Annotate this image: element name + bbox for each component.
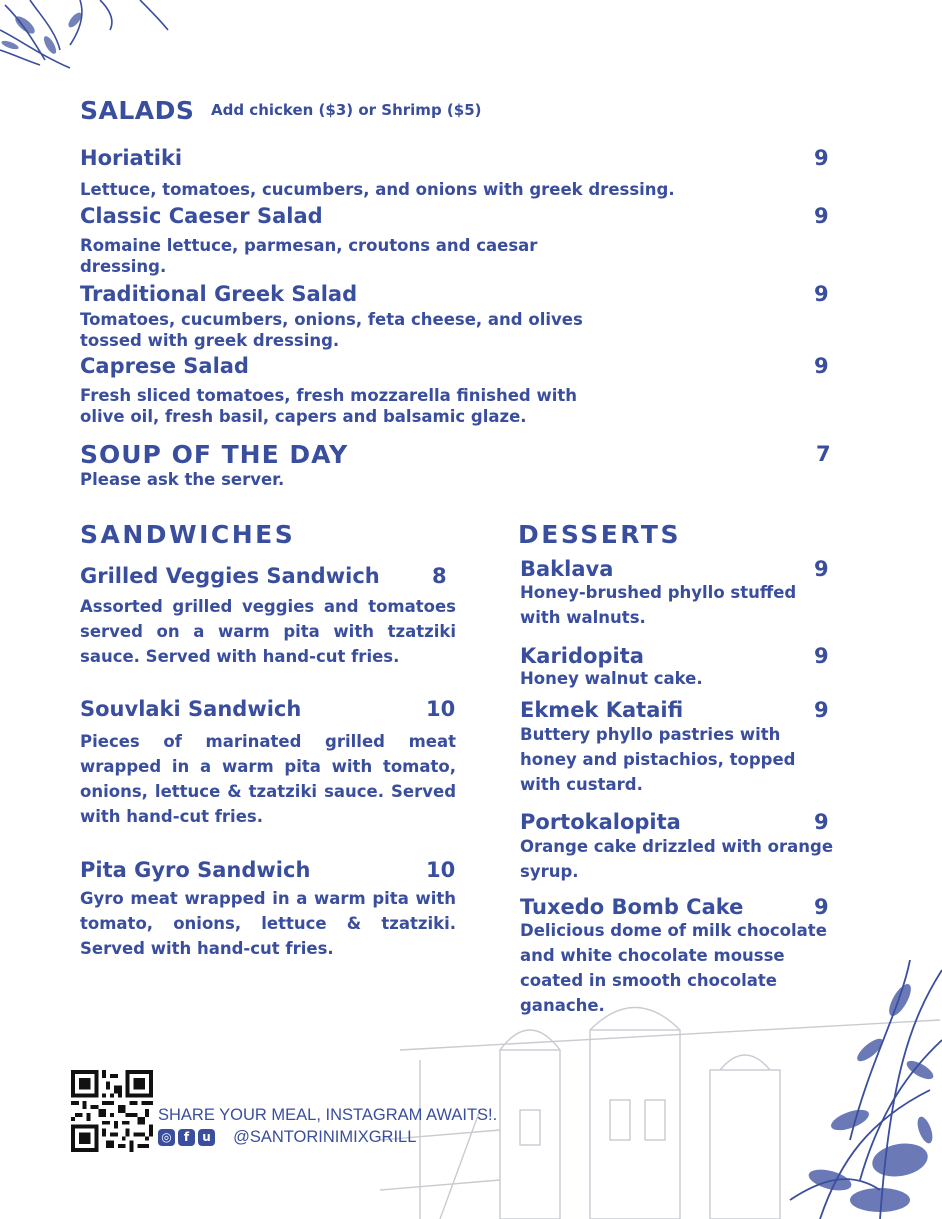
menu-item-description: Assorted grilled veggies and tomatoes served on a warm pita with tzatziki sauce. Served with hand-cut fries. — [80, 597, 456, 666]
soup-price: 7 — [816, 442, 831, 466]
menu-item-description: Romaine lettuce, parmesan, croutons and caesar dressing. — [80, 236, 538, 276]
menu-item-name: Portokalopita — [520, 810, 681, 834]
desserts-heading: DESSERTS — [518, 520, 681, 549]
menu-item-name: Karidopita — [520, 644, 644, 668]
salads-addon-note: Add chicken ($3) or Shrimp ($5) — [211, 101, 482, 119]
salads-heading: SALADS — [80, 96, 195, 125]
share-caption: SHARE YOUR MEAL, INSTAGRAM AWAITS!. — [158, 1106, 498, 1124]
menu-item-name: Horiatiki — [80, 146, 183, 170]
menu-item-price: 9 — [814, 204, 829, 228]
menu-item-name: Baklava — [520, 557, 614, 581]
social-handle[interactable]: @SANTORINIMIXGRILL — [233, 1128, 417, 1146]
menu-item-name: Ekmek Kataifi — [520, 698, 684, 722]
menu-item-description: Fresh sliced tomatoes, fresh mozzarella finished with olive oil, fresh basil, capers and balsamic glaze. — [80, 386, 577, 426]
menu-item-name: Souvlaki Sandwich — [80, 697, 302, 721]
menu-item-description: Orange cake drizzled with orange syrup. — [520, 837, 834, 881]
menu-item-price: 10 — [426, 858, 456, 882]
menu-item-price: 9 — [814, 146, 829, 170]
menu-item-price: 9 — [814, 557, 829, 581]
menu-item-description: Delicious dome of milk chocolate and white chocolate mousse coated in smooth chocolate ganache. — [520, 921, 827, 1015]
menu-item-description: Pieces of marinated grilled meat wrapped in a warm pita with tomato, onions, lettuce & tzatziki sauce. Served with hand-cut fries. — [80, 732, 456, 826]
instagram-icon[interactable]: ◎ — [158, 1129, 175, 1146]
menu-item-price: 10 — [426, 697, 456, 721]
sandwiches-heading: SANDWICHES — [80, 520, 296, 549]
menu-item-name: Classic Caeser Salad — [80, 204, 323, 228]
menu-item-description: Lettuce, tomatoes, cucumbers, and onions with greek dressing. — [80, 180, 675, 199]
facebook-icon[interactable]: f — [178, 1129, 195, 1146]
menu-item-price: 9 — [814, 810, 829, 834]
menu-item-name: Grilled Veggies Sandwich — [80, 564, 380, 588]
menu-item-description: Honey-brushed phyllo stuffed with walnuts. — [520, 583, 797, 627]
social-row — [158, 1127, 416, 1147]
menu-item-price: 9 — [814, 282, 829, 306]
qr-code[interactable] — [71, 1070, 153, 1152]
menu-item-name: Tuxedo Bomb Cake — [520, 895, 744, 919]
menu-item-description: Gyro meat wrapped in a warm pita with tomato, onions, lettuce & tzatziki. Served with hand-cut fries. — [80, 889, 456, 958]
soup-heading: SOUP OF THE DAY — [80, 440, 349, 469]
menu-item-name: Traditional Greek Salad — [80, 282, 358, 306]
ubereats-icon[interactable]: u — [198, 1129, 215, 1146]
menu-item-name: Caprese Salad — [80, 354, 249, 378]
menu-item-description: Buttery phyllo pastries with honey and pistachios, topped with custard. — [520, 725, 796, 794]
menu-item-price: 8 — [432, 564, 447, 588]
soup-description: Please ask the server. — [80, 470, 285, 489]
menu-item-price: 9 — [814, 644, 829, 668]
menu-item-description: Tomatoes, cucumbers, onions, feta cheese, and olives tossed with greek dressing. — [80, 310, 583, 350]
menu-item-price: 9 — [814, 354, 829, 378]
menu-item-price: 9 — [814, 698, 829, 722]
menu-item-description: Honey walnut cake. — [520, 669, 703, 688]
menu-item-name: Pita Gyro Sandwich — [80, 858, 311, 882]
floral-decoration-top-left — [0, 0, 175, 72]
menu-item-price: 9 — [814, 895, 829, 919]
